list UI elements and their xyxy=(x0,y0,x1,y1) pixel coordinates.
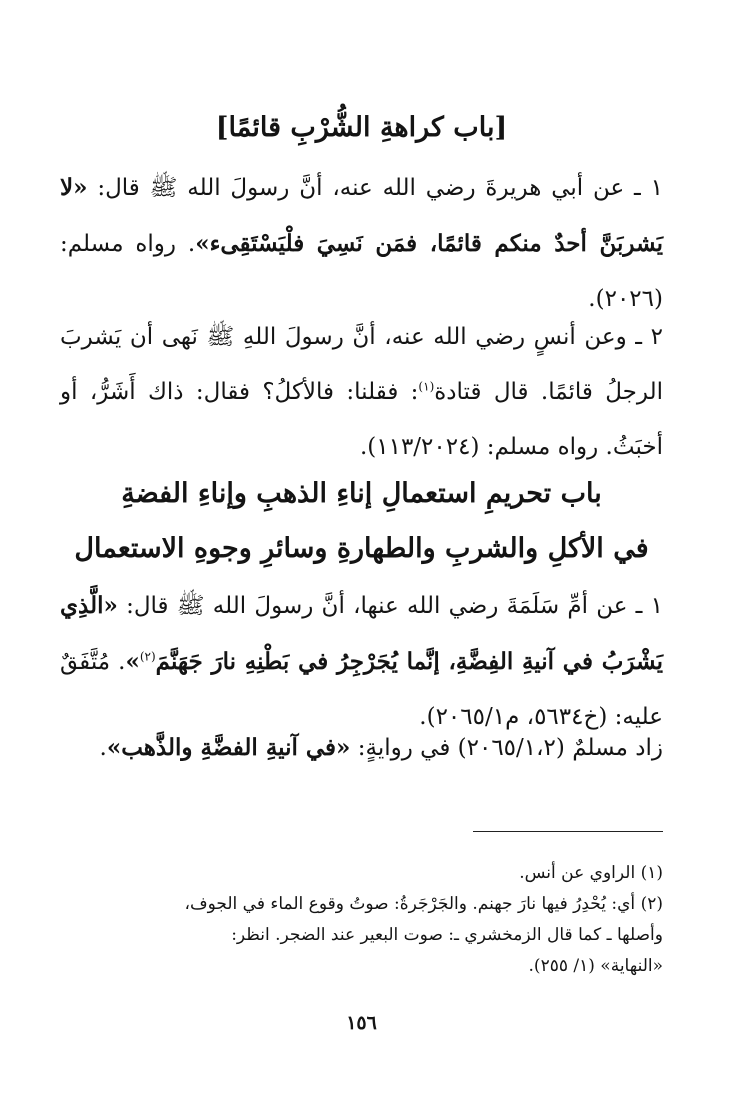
addition-end: . xyxy=(99,735,107,761)
footnote-2 xyxy=(60,889,663,920)
book-page xyxy=(60,0,663,1104)
footnote-reference[interactable]: (١) xyxy=(418,379,435,394)
hadith-paragraph xyxy=(60,310,663,475)
hadith-source: . رواه مسلم: (٢٠٢٦). xyxy=(60,231,663,312)
addition-text: زاد مسلمٌ (٢٠٦٥/١،٢) في روايةٍ: xyxy=(350,735,663,761)
hadith-text-continued: : فقلنا: فالأكلُ؟ فقال: ذاك أَشَرُّ، أو أخبَثُ. رواه مسلم: (١١٣/٢٠٢٤). xyxy=(60,379,663,460)
addition-paragraph xyxy=(60,720,663,776)
footnote-divider xyxy=(473,831,663,832)
footnote-text: الراوي عن أنس. xyxy=(519,863,636,883)
hadith-text: ٢ ـ وعن أنسٍ رضي الله عنه، أنَّ رسولَ اللهِ ﷺ نَهى أن يَشربَ الرجلُ قائمًا. قال قتادة xyxy=(60,324,663,405)
footnote-1 xyxy=(60,858,663,889)
footnote-2-continuation: وأصلها ـ كما قال الزمخشري ـ: صوت البعير عند الضجر. انظر: xyxy=(231,925,663,945)
footnote-number: (١) xyxy=(640,863,663,883)
page-number: ١٥٦ xyxy=(346,1012,377,1034)
hadith-quote: «لا يَشربَنَّ أحدٌ منكم قائمًا، فمَن نَسِيَ فلْيَسْتَقِىء» xyxy=(60,174,663,257)
footnote-text: أي: يُحْدِرُ فيها نارَ جهنم. والجَرْجَرةُ: صوتُ وقوع الماء في الجوف، xyxy=(184,894,636,914)
hadith-source: . مُتَّفَقٌ عليه: (خ٥٦٣٤، م٢٠٦٥/١). xyxy=(60,649,663,730)
footnote-number: (٢) xyxy=(640,894,663,914)
footnote-reference[interactable]: (٢) xyxy=(139,649,156,664)
hadith-quote-end: » xyxy=(125,648,140,675)
chapter-title: [باب كراهةِ الشُّرْبِ قائمًا] xyxy=(215,112,508,143)
addition-quote: «في آنيةِ الفضَّةِ والذَّهب» xyxy=(106,734,351,761)
chapter-title-line-1: باب تحريمِ استعمالِ إناءِ الذهبِ وإناءِ الفضةِ xyxy=(121,478,602,509)
footnotes xyxy=(60,858,663,982)
hadith-paragraph xyxy=(60,160,663,327)
chapter-title-line-2: في الأكلِ والشربِ والطهارةِ وسائرِ وجوهِ الاستعمال xyxy=(74,533,649,564)
footnote-2-continuation: «النهاية» (١/ ٢٥٥). xyxy=(528,956,663,976)
hadith-intro: ١ ـ عن أبي هريرةَ رضي الله عنه، أنَّ رسولَ الله ﷺ قال: xyxy=(87,175,663,201)
hadith-quote: «الَّذِي يَشْرَبُ في آنيةِ الفِضَّةِ، إنَّما يُجَرْجِرُ في بَطْنِهِ نارَ جَهَنَّمَ xyxy=(60,592,663,675)
hadith-intro: ١ ـ عن أمِّ سَلَمَةَ رضي الله عنها، أنَّ رسولَ الله ﷺ قال: xyxy=(117,593,663,619)
